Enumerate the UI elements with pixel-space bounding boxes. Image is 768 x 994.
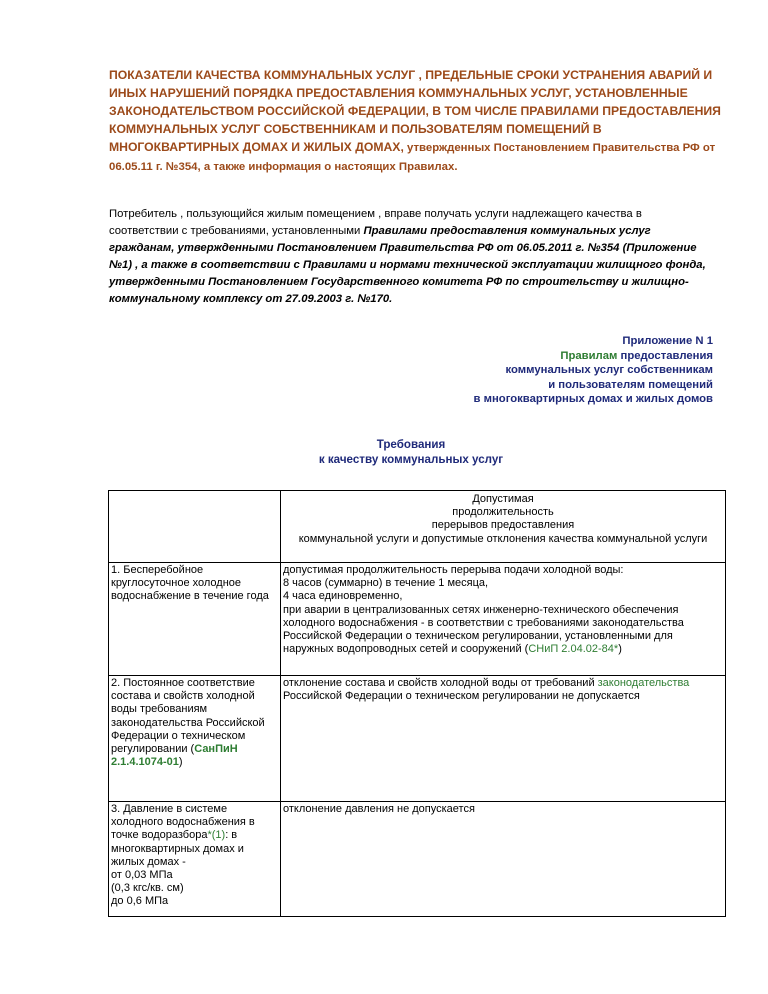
row2-norm-cell xyxy=(281,676,726,802)
sanpin-link[interactable]: СанПиН 2.1.4.1074-01 xyxy=(111,743,238,769)
header-cell-duration xyxy=(281,491,726,563)
header-cell-empty xyxy=(109,491,281,563)
row1-norm-cell xyxy=(281,563,726,676)
row3-norm-cell xyxy=(281,802,726,917)
requirements-subtitle: к качеству коммунальных услуг xyxy=(318,452,504,466)
header-duration-text: Допустимая продолжительность перерывов предоставления коммунальной услуги и допустимые отклонения качества коммунальной услуги xyxy=(298,493,708,545)
appendix-line-2-rest: предоставления xyxy=(617,349,713,362)
row3-service-start: 3. Давление в системе холодного водоснабжения в точке водоразбора xyxy=(111,803,255,842)
table-row xyxy=(109,802,726,917)
row3-service-end: : в многоквартирных домах и жилых домах - от 0,03 МПа (0,3 кгс/кв. см) до 0,6 МПа xyxy=(111,829,244,908)
row1-norm-text: допустимая продолжительность перерыва подачи холодной воды: 8 часов (суммарно) в течение 1 месяца, 4 часа единовременно, при аварии в централизованных сетях инженерно-технического обеспечения холодного водоснабжения - в соответствии с требованиями законодательства Российской Федерации о техническом регулировании, установленными для наружных водопроводных сетей и сооружений ( xyxy=(283,564,684,656)
intro-paragraph xyxy=(109,206,709,308)
row2-service-text: 2. Постоянное соответствие состава и свойств холодной воды требованиям законодательства Российской Федерации о техническом регулировании ( xyxy=(111,677,265,756)
requirements-heading xyxy=(109,438,713,467)
appendix-reference xyxy=(313,334,713,407)
table-row xyxy=(109,676,726,802)
appendix-line-4: и пользователям помещений xyxy=(548,378,713,391)
appendix-title: Приложение N 1 xyxy=(622,335,713,347)
row2-norm-end: Российской Федерации о техническом регулировании не допускается xyxy=(283,690,640,703)
requirements-title: Требования xyxy=(376,438,446,451)
footnote-link[interactable]: *(1) xyxy=(207,829,226,842)
requirements-table xyxy=(108,490,726,917)
heading-main: ПОКАЗАТЕЛИ КАЧЕСТВА КОММУНАЛЬНЫХ УСЛУГ , ПРЕДЕЛЬНЫЕ СРОКИ УСТРАНЕНИЯ АВАРИЙ И ИНЫХ НАРУШЕНИЙ ПОРЯДКА ПРЕДОСТАВЛЕНИЯ КОММУНАЛЬНЫХ УСЛУГ, УСТАНОВЛЕННЫЕ ЗАКОНОДАТЕЛЬСТВОМ РОССИЙСКОЙ ФЕДЕРАЦИИ, В ТОМ ЧИСЛЕ ПРАВИЛАМИ ПРЕДОСТАВЛЕНИЯ КОММУНАЛЬНЫХ УСЛУГ СОБСТВЕННИКАМ И ПОЛЬЗОВАТЕЛЯМ ПОМЕЩЕНИЙ В МНОГОКВАРТИРНЫХ ДОМАХ И ЖИЛЫХ ДОМАХ, xyxy=(109,68,721,154)
row1-service-text: 1. Бесперебойное круглосуточное холодное водоснабжение в течение года xyxy=(111,564,269,603)
row3-service-cell xyxy=(109,802,281,917)
table-row xyxy=(109,563,726,676)
snip-link[interactable]: СНиП 2.04.02-84* xyxy=(528,643,619,656)
row2-service-cell xyxy=(109,676,281,802)
heading-tail: утвержденных Постановлением Правительства РФ от 06.05.11 г. №354, а также информация о настоящих Правилах. xyxy=(109,142,716,173)
row1-norm-end: ) xyxy=(618,643,622,656)
row2-norm-start: отклонение состава и свойств холодной воды от требований xyxy=(283,677,598,689)
row2-service-end: ) xyxy=(178,756,183,769)
appendix-line-5: в многоквартирных домах и жилых домов xyxy=(473,393,713,405)
legislation-link[interactable]: законодательства xyxy=(597,677,690,689)
row1-service-cell xyxy=(109,563,281,676)
appendix-line-3: коммунальных услуг собственникам xyxy=(505,364,713,376)
table-header-row xyxy=(109,491,726,563)
document-heading xyxy=(109,66,729,176)
intro-plain: Потребитель , пользующийся жилым помещением , вправе получать услуги надлежащего качества в соответствии с требованиями, установленными xyxy=(109,208,642,237)
row3-norm-text: отклонение давления не допускается xyxy=(283,803,475,815)
intro-emphasis: Правилами предоставления коммунальных услуг гражданам, утвержденными Постановлением Правительства РФ от 06.05.2011 г. №354 (Приложение №1) , а также в соответствии с Правилами и нормами технической эксплуатации жилищного фонда, утвержденными Постановлением Государственного комитета РФ по строительству и жилищно-коммунальному комплексу от 27.09.2003 г. №170. xyxy=(109,225,706,305)
rules-link[interactable]: Правилам xyxy=(560,349,618,362)
appendix-line-2 xyxy=(313,349,713,364)
